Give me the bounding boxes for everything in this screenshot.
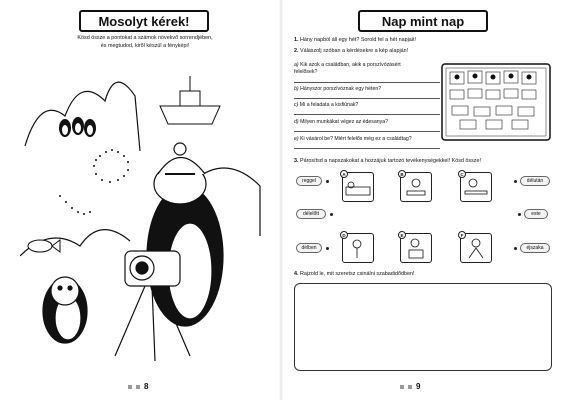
sub-letter: b)	[294, 86, 299, 92]
question-2a	[294, 62, 434, 75]
pill-ejszaka[interactable]: éjszaka	[520, 243, 550, 253]
penguin-photographer-icon	[115, 143, 223, 361]
question-2-text: Válaszolj szóban a kérdésekre a kép alapján!	[300, 48, 409, 54]
eating-child-icon	[401, 173, 431, 201]
question-4-number: 4.	[294, 271, 299, 277]
pill-este[interactable]: este	[524, 209, 548, 219]
connect-dot[interactable]	[330, 213, 333, 216]
picture-label: C	[458, 170, 466, 178]
left-page	[0, 0, 276, 400]
answer-line[interactable]	[294, 114, 440, 115]
question-2	[294, 48, 408, 55]
answer-line[interactable]	[294, 82, 440, 83]
boat-icon	[160, 76, 220, 124]
picture-label: B	[398, 170, 406, 178]
drawing-area[interactable]	[294, 283, 552, 371]
connect-dot[interactable]	[514, 180, 517, 183]
activity-picture-c[interactable]	[460, 172, 492, 202]
page-number-text: 9	[416, 382, 421, 391]
picture-label: D	[340, 231, 348, 239]
sub-letter: d)	[294, 119, 299, 125]
answer-line[interactable]	[294, 148, 440, 149]
sub-text: Hányszor porszívóznak egy héten?	[300, 86, 382, 92]
studying-child-icon	[461, 173, 491, 201]
question-4	[294, 271, 554, 278]
book-gutter	[279, 0, 283, 400]
penguin-group-icon	[59, 117, 96, 137]
picture-label: E	[398, 231, 406, 239]
question-2-number: 2.	[294, 48, 299, 54]
question-3-number: 3.	[294, 158, 299, 164]
right-page	[286, 0, 561, 400]
page-marker-icon	[408, 385, 412, 389]
answer-line[interactable]	[294, 131, 440, 132]
page-number-text: 8	[144, 382, 149, 391]
question-1	[294, 37, 416, 44]
picture-label: A	[340, 170, 348, 178]
pill-delutan[interactable]: délután	[520, 176, 550, 186]
question-4-text: Rajzold le, mit szeretsz csinálni szabadidődben!	[300, 271, 415, 277]
sleeping-child-icon	[343, 173, 373, 201]
intro-line-1: Kösd össze a pontokat a számok növekvő sorrendjében,	[77, 35, 213, 41]
page-marker-icon	[128, 385, 132, 389]
question-2b	[294, 86, 434, 93]
fish-icon	[28, 240, 60, 252]
page-marker-icon	[400, 385, 404, 389]
left-page-number	[128, 382, 148, 391]
connect-dot[interactable]	[326, 180, 329, 183]
sub-text: Milyen munkákat végez az édesanya?	[300, 119, 389, 125]
dotted-seal-outline	[59, 149, 129, 215]
question-2e	[294, 136, 444, 143]
reading-child-icon	[401, 234, 431, 262]
right-page-number	[400, 382, 420, 391]
connect-the-dots-illustration	[20, 56, 268, 366]
activity-picture-a[interactable]	[342, 172, 374, 202]
sub-text: Kik azok a családban, akik a porszívózásért	[300, 62, 401, 68]
chore-board-illustration	[440, 62, 552, 142]
page-marker-icon	[136, 385, 140, 389]
sub-letter: a)	[294, 62, 299, 68]
activity-picture-b[interactable]	[400, 172, 432, 202]
question-3-text: Párosítsd a napszakokat a hozzájuk tartozó tevékenységekkel! Kösd össze!	[300, 158, 481, 164]
pill-delben[interactable]: délben	[296, 243, 322, 253]
connect-dot[interactable]	[518, 213, 521, 216]
intro-line-2: és megtudod, kiről készül a fényképi!	[100, 42, 190, 49]
left-page-title: Mosolyt kérek!	[79, 10, 209, 32]
left-intro	[30, 35, 260, 50]
sub-letter: c)	[294, 102, 299, 108]
baby-penguin-icon	[43, 277, 87, 343]
sub-text-cont: felelősek?	[294, 68, 318, 75]
pill-delelott[interactable]: délelőtt	[296, 209, 326, 219]
sub-text: Ki vásárol be? Miért felelős még ez a családtag?	[300, 136, 412, 142]
connect-dot[interactable]	[326, 247, 329, 250]
sub-text: Mi a feladata a kisfiúnak?	[299, 102, 359, 108]
question-2d	[294, 119, 434, 126]
playing-child-icon	[461, 234, 491, 262]
sub-letter: e)	[294, 136, 299, 142]
brushing-teeth-icon	[343, 234, 373, 262]
connect-dot[interactable]	[514, 247, 517, 250]
pill-reggel[interactable]: reggel	[296, 176, 322, 186]
answer-line[interactable]	[294, 98, 440, 99]
picture-label: F	[458, 231, 466, 239]
question-3	[294, 158, 554, 165]
question-2c	[294, 102, 434, 109]
right-page-title: Nap mint nap	[358, 10, 488, 32]
question-1-text: Hány napból áll egy hét? Sorold fel a hét napjait!	[300, 37, 416, 43]
activity-picture-e[interactable]	[400, 233, 432, 263]
activity-picture-f[interactable]	[460, 233, 492, 263]
activity-picture-d[interactable]	[342, 233, 374, 263]
question-1-number: 1.	[294, 37, 299, 43]
